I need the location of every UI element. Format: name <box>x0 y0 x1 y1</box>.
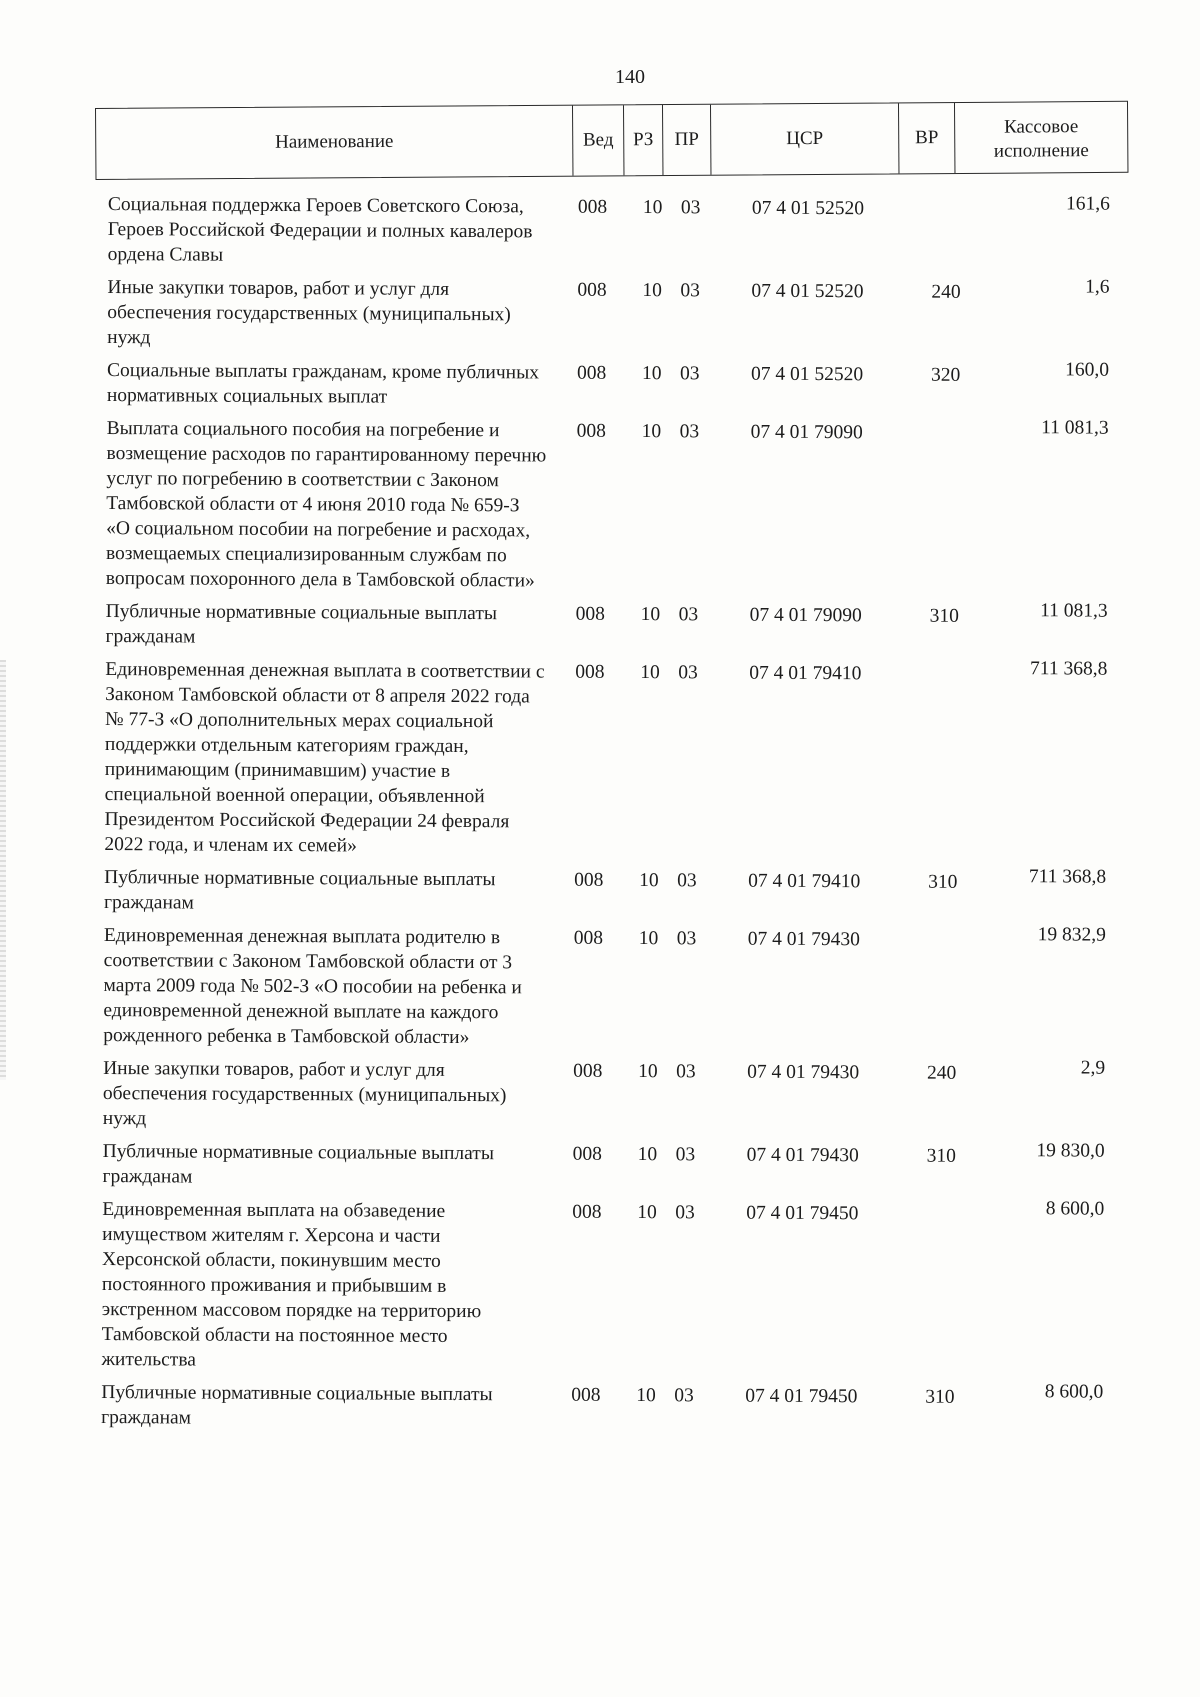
row-rz: 10 <box>642 280 663 302</box>
row-amount: 161,6 <box>1066 193 1111 215</box>
row-csr: 07 4 01 79090 <box>750 421 863 444</box>
header-kassovoe: Кассовое исполнение <box>993 116 1089 162</box>
row-csr: 07 4 01 52520 <box>750 363 864 386</box>
row-vr: 240 <box>931 281 961 303</box>
row-ved: 008 <box>576 362 607 384</box>
row-csr: 07 4 01 52520 <box>751 197 865 220</box>
table-row <box>0 1055 1195 1137</box>
row-ved: 008 <box>577 196 608 218</box>
table-row <box>0 656 1197 863</box>
header-rz: РЗ <box>624 105 663 175</box>
row-name: Единовременная выплата на обзаведение имуществом жителям г. Херсона и части Херсонской области, покинувшим место постоянного проживания и прибывшим в экстренном массовом порядке на территорию Тамбовской области на постоянное место жительства <box>101 1199 482 1371</box>
row-name: Публичные нормативные социальные выплаты гражданам <box>103 867 496 914</box>
row-name: Иные закупки товаров, работ и услуг для обеспечения государственных (муниципальных) нужд <box>107 277 511 349</box>
table-row <box>0 864 1196 921</box>
row-pr: 03 <box>680 280 701 302</box>
row-amount: 160,0 <box>1065 359 1110 381</box>
header-vr: ВР <box>899 103 955 173</box>
row-csr: 07 4 01 79090 <box>749 604 862 627</box>
row-csr: 07 4 01 79450 <box>745 1385 858 1408</box>
row-csr: 07 4 01 79410 <box>749 662 862 685</box>
row-rz: 10 <box>640 662 660 684</box>
header-ved: Вед <box>573 105 624 175</box>
row-rz: 10 <box>637 1202 657 1224</box>
row-vr: 310 <box>929 605 959 627</box>
row-rz: 10 <box>638 1061 658 1083</box>
page-number: 140 <box>615 66 645 88</box>
row-vr: 240 <box>927 1062 957 1084</box>
row-pr: 03 <box>674 1385 694 1407</box>
row-name: Публичные нормативные социальные выплаты гражданам <box>102 1141 495 1188</box>
row-amount: 19 830,0 <box>1036 1140 1105 1162</box>
row-csr: 07 4 01 79430 <box>747 1061 860 1084</box>
row-csr: 07 4 01 79430 <box>747 928 861 951</box>
row-amount: 11 081,3 <box>1040 600 1108 622</box>
row-ved: 008 <box>575 603 605 625</box>
row-amount: 8 600,0 <box>1044 1381 1104 1403</box>
header-csr: ЦСР <box>711 103 899 174</box>
header-pr: ПР <box>663 105 711 175</box>
row-rz: 10 <box>637 1144 658 1166</box>
row-amount: 2,9 <box>1080 1057 1106 1079</box>
table-row <box>0 1379 1193 1436</box>
row-ved: 008 <box>575 661 605 683</box>
row-name: Выплата социального пособия на погребение и возмещение расходов по гарантированному перечню услуг по погребению в соответствии с Законом Тамбовской области от 4 июня 2010 года № 659-З «О социальном пособии на погребение и расходах, возмещаемых специализированным службам по вопросам похоронного дела в Тамбовской области» <box>105 418 547 592</box>
row-ved: 008 <box>572 1201 602 1223</box>
row-pr: 03 <box>676 928 697 950</box>
row-pr: 03 <box>679 363 700 385</box>
table-row <box>0 191 1200 273</box>
row-pr: 03 <box>678 604 699 626</box>
row-ved: 008 <box>572 1143 602 1165</box>
row-vr: 310 <box>925 1386 955 1408</box>
row-pr: 03 <box>675 1144 696 1166</box>
row-pr: 03 <box>680 197 701 219</box>
table-row <box>0 357 1199 414</box>
row-rz: 10 <box>641 421 662 443</box>
table-row <box>0 415 1199 597</box>
table-row <box>0 1196 1194 1378</box>
table-header <box>95 101 1128 180</box>
table-row <box>0 274 1200 356</box>
row-csr: 07 4 01 79450 <box>746 1202 859 1225</box>
row-pr: 03 <box>678 662 698 684</box>
row-ved: 008 <box>573 927 604 949</box>
row-ved: 008 <box>573 1060 603 1082</box>
row-pr: 03 <box>677 870 697 892</box>
row-amount: 711 368,8 <box>1028 866 1107 888</box>
row-rz: 10 <box>641 363 662 385</box>
row-vr: 320 <box>930 364 961 386</box>
row-vr: 310 <box>928 871 958 893</box>
row-rz: 10 <box>639 870 659 892</box>
row-rz: 10 <box>636 1385 656 1407</box>
row-amount: 19 832,9 <box>1037 924 1106 946</box>
row-csr: 07 4 01 52520 <box>751 280 864 303</box>
row-ved: 008 <box>577 279 607 301</box>
row-name: Единовременная денежная выплата родителю в соответствии с Законом Тамбовской области от 3 марта 2009 года № 502-З «О пособии на ребенка и единовременной денежной выплате на каждого рожденного ребенка в Тамбовской области» <box>103 925 522 1049</box>
row-name: Публичные нормативные социальные выплаты гражданам <box>105 601 498 648</box>
row-name: Публичные нормативные социальные выплаты гражданам <box>101 1382 493 1429</box>
row-name: Единовременная денежная выплата в соответствии с Законом Тамбовской области от 8 апреля 2022 года № 77-З «О дополнительных мерах социальной поддержки отдельным категориям граждан, принимающим (принимавшим) участие в специальной военной операции, объявленной Президентом Российской Федерации 24 февраля 2022 года, и членам их семей» <box>104 659 545 857</box>
row-rz: 10 <box>642 197 663 219</box>
header-name: Наименование <box>96 106 573 179</box>
row-amount: 1,6 <box>1085 276 1110 298</box>
table-row <box>0 1138 1195 1195</box>
row-pr: 03 <box>676 1061 696 1083</box>
row-amount: 711 368,8 <box>1030 658 1108 680</box>
table-body <box>0 191 1200 1444</box>
row-vr: 310 <box>926 1145 956 1167</box>
row-name: Социальные выплаты гражданам, кроме публичных нормативных социальных выплат <box>106 360 540 408</box>
row-rz: 10 <box>638 928 659 950</box>
row-ved: 008 <box>574 869 604 891</box>
row-ved: 008 <box>571 1384 601 1406</box>
row-pr: 03 <box>679 421 700 443</box>
table-row <box>0 598 1198 655</box>
row-amount: 11 081,3 <box>1041 417 1109 439</box>
table-row <box>0 922 1196 1054</box>
row-name: Иные закупки товаров, работ и услуг для обеспечения государственных (муниципальных) нужд <box>102 1058 507 1130</box>
row-csr: 07 4 01 79410 <box>748 870 861 893</box>
row-name: Социальная поддержка Героев Советского Союза, Героев Российской Федерации и полных кавалеров ордена Славы <box>107 194 533 266</box>
row-amount: 8 600,0 <box>1045 1198 1105 1220</box>
row-ved: 008 <box>576 420 606 442</box>
row-rz: 10 <box>640 604 661 626</box>
row-pr: 03 <box>675 1202 695 1224</box>
row-csr: 07 4 01 79430 <box>746 1144 859 1167</box>
